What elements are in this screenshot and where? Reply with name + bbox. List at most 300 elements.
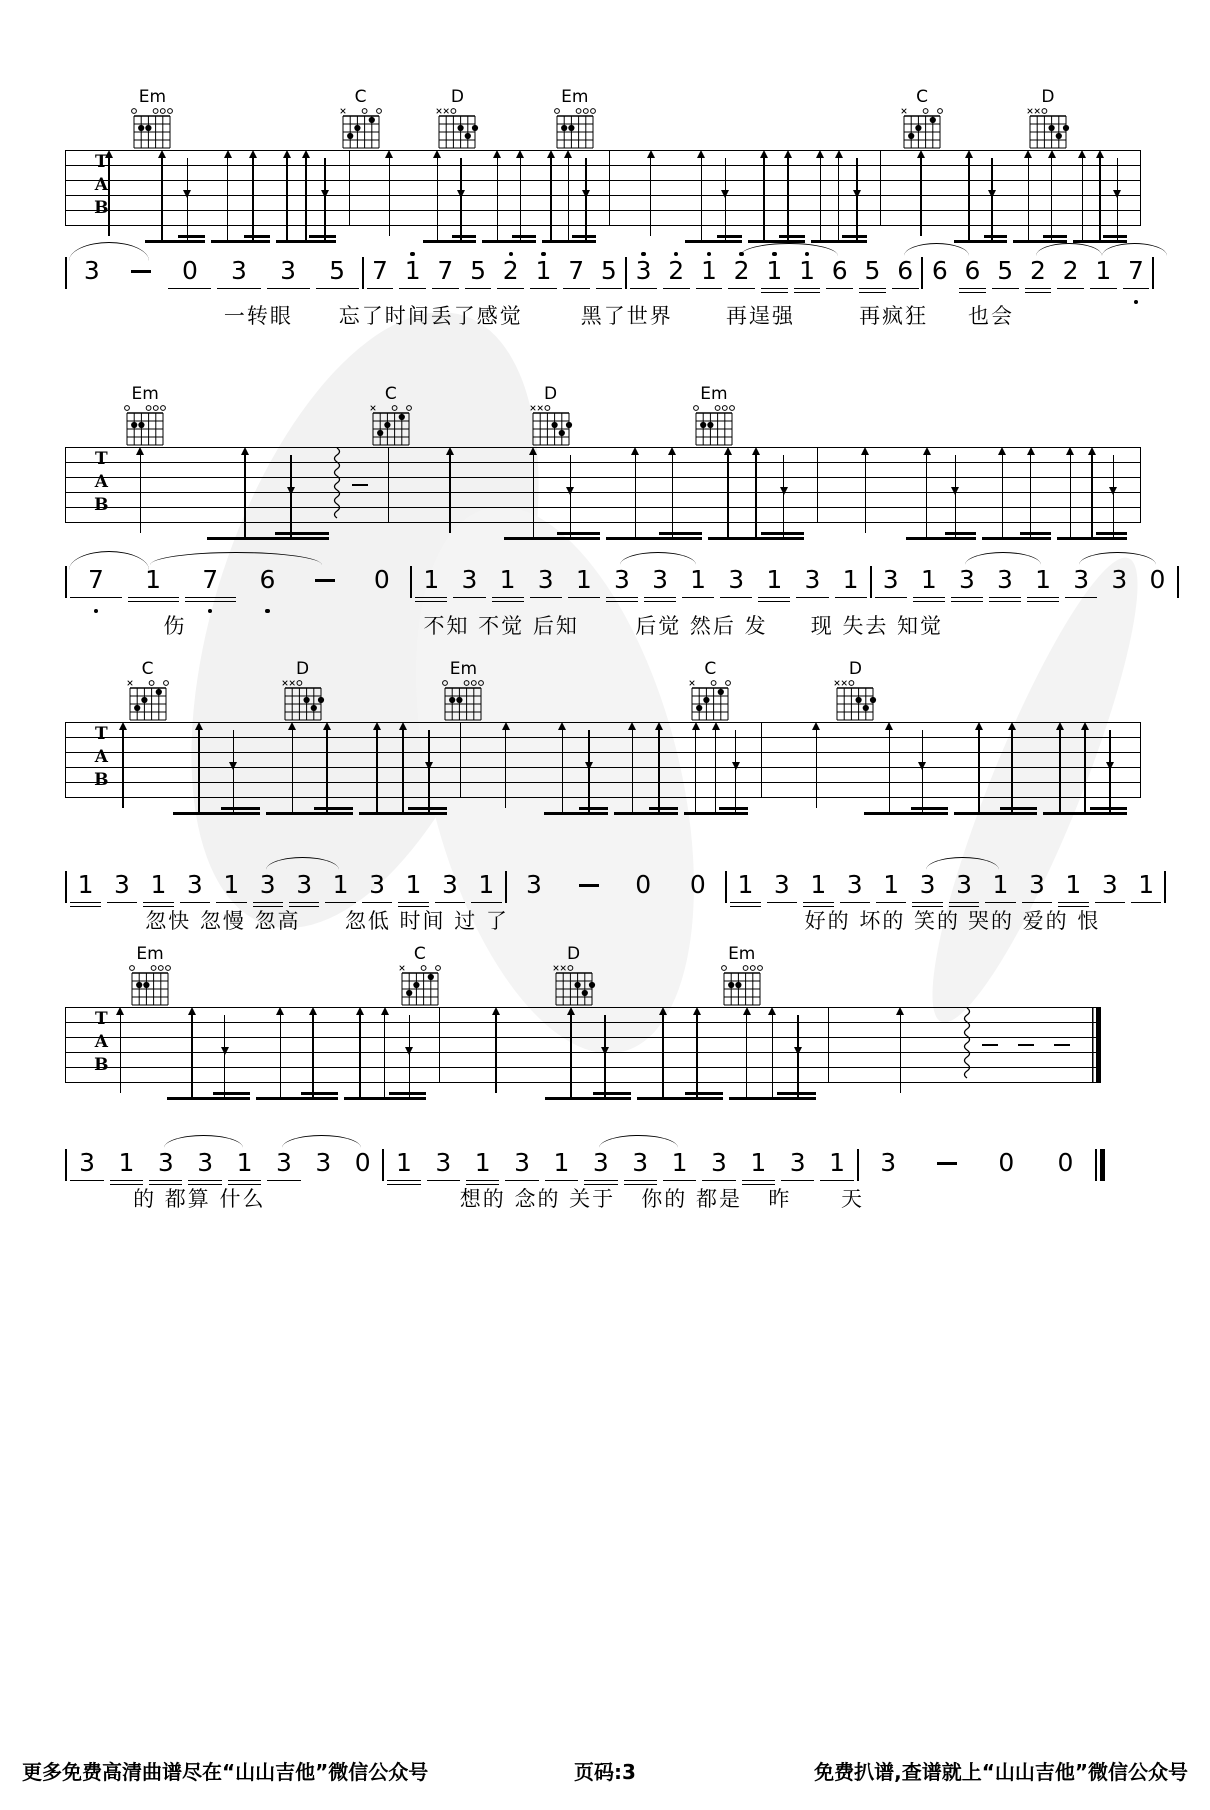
underline-eighth [465, 288, 492, 290]
stroke-stem [662, 1015, 663, 1100]
upstroke-arrow [974, 722, 984, 798]
stroke-group [1054, 447, 1129, 523]
jianpu-number: 3 [846, 870, 863, 899]
underline-eighth [107, 902, 137, 904]
stroke-group [611, 722, 681, 798]
jianpu-number: 3 [773, 870, 790, 899]
underline-eighth [1090, 288, 1117, 290]
strum-measure [66, 1007, 440, 1083]
jianpu-number: 7 [371, 256, 388, 285]
stroke-group [208, 150, 274, 226]
underline-eighth [875, 597, 907, 599]
stroke-arrowhead [229, 762, 237, 770]
jianpu-token [561, 870, 616, 916]
jianpu-token [616, 870, 671, 916]
stroke-arrowhead [558, 722, 566, 730]
underline-eighth [387, 1180, 420, 1182]
downstroke-arrow [404, 1007, 414, 1083]
jianpu-number: 6 [259, 565, 276, 594]
stroke-stem [312, 1015, 313, 1100]
underline-eighth [663, 288, 690, 290]
stroke-stem [783, 455, 784, 540]
chord-Em [716, 945, 768, 1015]
stroke-arrowhead [760, 150, 768, 158]
jianpu-number: 1 [404, 256, 421, 285]
jianpu-number: 1 [700, 256, 717, 285]
jianpu-number: 1 [396, 1148, 412, 1177]
underline-sixteenth [128, 601, 179, 603]
stroke-arrowhead [105, 150, 113, 158]
upstroke-arrow [812, 722, 822, 798]
jianpu-number: 3 [635, 256, 652, 285]
lyric-segment: 伤 [163, 614, 187, 638]
upstroke-arrow [1095, 150, 1105, 226]
jianpu-number: 3 [157, 1148, 174, 1177]
upstroke-arrow [654, 722, 664, 798]
jianpu-number: 1 [799, 256, 815, 285]
tab-letter-A: A [94, 747, 108, 767]
jianpu-token [717, 565, 755, 611]
stroke-arrowhead [405, 1047, 413, 1055]
chord-label: Em [131, 384, 159, 404]
underline-eighth [767, 902, 797, 904]
stroke-stem [604, 1015, 605, 1100]
jianpu-number: 5 [864, 256, 881, 285]
jianpu-token [462, 256, 495, 302]
downstroke-arrow [779, 447, 789, 523]
stroke-arrowhead [794, 1047, 802, 1055]
tab-letter-T: T [95, 449, 108, 469]
jianpu-number: 6 [897, 256, 914, 285]
underline-eighth [1131, 902, 1161, 904]
underline-eighth [584, 1180, 617, 1182]
stroke-stem [191, 1015, 192, 1100]
upstroke-arrow [275, 1007, 285, 1083]
stroke-arrowhead [975, 722, 983, 730]
jianpu-number: 6 [964, 256, 981, 285]
stroke-group [539, 150, 599, 226]
chord-label: D [450, 87, 464, 107]
jianpu-token [67, 870, 103, 916]
jianpu-token [116, 256, 165, 302]
upstroke-arrow [1047, 150, 1057, 226]
stroke-stem [120, 1015, 121, 1093]
jianpu-token [1087, 256, 1120, 302]
jianpu-number: 1 [810, 870, 827, 899]
jianpu-token [527, 565, 565, 611]
chord-C [896, 88, 948, 158]
upstroke-arrow [964, 150, 974, 226]
stroke-stem [968, 158, 969, 243]
stroke-arrowhead [446, 447, 454, 455]
stroke-stem [658, 730, 659, 815]
underline-eighth [1058, 902, 1088, 904]
stroke-group [891, 150, 951, 226]
system-4 [0, 945, 1210, 1215]
underline-eighth [696, 288, 723, 290]
jianpu-token [384, 1148, 423, 1194]
jianpu-token [412, 565, 450, 611]
underline-eighth [596, 288, 623, 290]
jianpu-number: 1 [992, 870, 1009, 899]
stroke-arrowhead [241, 447, 249, 455]
jianpu-token [918, 1148, 977, 1194]
stroke-arrowhead [158, 150, 166, 158]
lyric-segment: 忽低 时间 过 了 [344, 909, 509, 933]
underline-eighth [70, 1180, 103, 1182]
upstroke-arrow [711, 722, 721, 798]
jianpu-token [214, 256, 263, 302]
stroke-arrowhead [601, 1047, 609, 1055]
stroke-stem [520, 158, 521, 243]
lyric-segment: 再疯狂 [859, 304, 929, 328]
tab-staff [65, 1007, 1101, 1083]
stroke-stem [715, 730, 716, 815]
stroke-stem [1082, 158, 1083, 243]
jianpu-number: 3 [231, 256, 247, 285]
jianpu-token [1120, 256, 1153, 302]
strum-measure [350, 150, 610, 226]
stroke-stem [161, 158, 162, 243]
upstroke-arrow [1087, 447, 1097, 523]
stroke-stem [533, 455, 534, 540]
lyric-segment: 黑了世界 [580, 304, 673, 328]
stroke-arrowhead [1056, 722, 1064, 730]
upstroke-arrow [546, 150, 556, 226]
underline-eighth [728, 288, 755, 290]
jianpu-token [527, 256, 560, 302]
underline-eighth [453, 597, 485, 599]
stroke-arrowhead [647, 150, 655, 158]
jianpu-token [1054, 256, 1087, 302]
jianpu-token [1100, 565, 1138, 611]
jianpu-token [264, 256, 313, 302]
jianpu-token [627, 256, 660, 302]
upstroke-arrow [322, 722, 332, 798]
jianpu-number: 1 [1035, 565, 1052, 594]
jianpu-number: 1 [737, 870, 754, 899]
tie-arc [150, 552, 322, 565]
system-1 [0, 88, 1210, 358]
stroke-stem [1099, 158, 1100, 243]
jianpu-number: 3 [525, 870, 542, 899]
upstroke-arrow [115, 1007, 125, 1083]
stroke-stem [286, 158, 287, 243]
stroke-stem [1030, 455, 1031, 540]
jianpu-token [660, 256, 693, 302]
jianpu-number: 3 [956, 870, 972, 899]
jianpu-token [489, 565, 527, 611]
stroke-stem [1109, 730, 1110, 815]
stroke-group [1010, 150, 1070, 226]
stroke-arrowhead [309, 1007, 317, 1015]
jianpu-number: 7 [437, 256, 454, 285]
jianpu-number: 1 [478, 870, 495, 899]
tab-letter-A: A [94, 175, 108, 195]
jianpu-number: 3 [882, 565, 899, 594]
stroke-group [471, 722, 541, 798]
jianpu-token [304, 1148, 343, 1194]
tie-arc [1079, 552, 1155, 565]
stroke-arrowhead [835, 150, 843, 158]
upstroke-arrow [692, 1007, 702, 1083]
underline-eighth [289, 902, 319, 904]
stroke-stem [1113, 455, 1114, 540]
jianpu-measure [67, 565, 410, 611]
chord-Em [126, 88, 178, 158]
underline-eighth [682, 597, 714, 599]
stroke-arrowhead [721, 190, 729, 198]
underline-sixteenth [913, 601, 945, 603]
upstroke-arrow [628, 722, 638, 798]
underline-eighth [644, 597, 676, 599]
jianpu-number: 1 [671, 1148, 688, 1177]
underline-eighth [367, 288, 394, 290]
downstroke-arrow [1112, 150, 1122, 226]
upstroke-arrow [398, 722, 408, 798]
upstroke-arrow [916, 150, 926, 226]
downstroke-arrow [1108, 447, 1118, 523]
stroke-group [360, 150, 420, 226]
underline-eighth [168, 288, 211, 290]
jianpu-token [424, 1148, 463, 1194]
chord-label: D [544, 384, 558, 404]
upstroke-arrow [630, 447, 640, 523]
stroke-arrowhead [668, 447, 676, 455]
stroke-stem [889, 730, 890, 815]
underline-eighth [267, 288, 310, 290]
jianpu-barline [1164, 871, 1166, 903]
stroke-stem [409, 1015, 410, 1100]
upstroke-arrow [223, 150, 233, 226]
upstroke-arrow [288, 722, 298, 798]
underline-eighth [143, 902, 173, 904]
stroke-stem [224, 1015, 225, 1100]
stroke-arrowhead [373, 722, 381, 730]
stroke-stem [305, 158, 306, 243]
upstroke-arrow [301, 150, 311, 226]
stroke-group [903, 447, 978, 523]
footer [0, 1756, 1210, 1785]
jianpu-line-2 [65, 565, 1178, 615]
chord-label: Em [700, 384, 728, 404]
upstroke-arrow [1080, 722, 1090, 798]
stroke-arrowhead [502, 722, 510, 730]
underline-eighth [180, 902, 210, 904]
jianpu-number: 1 [690, 565, 707, 594]
stroke-stem [449, 455, 450, 533]
jianpu-token [671, 870, 726, 916]
stroke-stem [922, 730, 923, 815]
jianpu-token [725, 256, 758, 302]
strum-measure [818, 447, 1141, 523]
stroke-stem [650, 158, 651, 236]
jianpu-token [396, 256, 429, 302]
stroke-stem [978, 730, 979, 815]
stroke-arrowhead [743, 1007, 751, 1015]
stroke-arrowhead [923, 447, 931, 455]
stroke-arrowhead [516, 150, 524, 158]
underline-eighth [253, 902, 283, 904]
chord-grid [525, 403, 577, 451]
chord-grid [431, 106, 483, 154]
jianpu-token [450, 565, 488, 611]
underline-eighth [1027, 597, 1059, 599]
stroke-group [839, 1007, 961, 1083]
tie-arc [266, 857, 339, 870]
stroke-stem [324, 158, 325, 243]
stroke-arrowhead [1106, 762, 1114, 770]
stroke-arrowhead [1088, 447, 1096, 455]
octave-dot-high [758, 251, 791, 256]
upstroke-arrow [445, 447, 455, 523]
downstroke-arrow [918, 722, 928, 798]
jianpu-number: 3 [441, 870, 458, 899]
upstroke-arrow [668, 447, 678, 523]
jianpu-number: 0 [998, 1148, 1015, 1177]
stroke-arrowhead [224, 150, 232, 158]
upstroke-arrow [723, 447, 733, 523]
system-3 [0, 659, 1210, 933]
underline-eighth [492, 597, 524, 599]
underline-eighth [835, 597, 867, 599]
upstroke-arrow [997, 447, 1007, 523]
lyric-segment: 也会 [968, 304, 1014, 328]
upstroke-arrow [282, 150, 292, 226]
stroke-group [772, 722, 861, 798]
jianpu-number: 3 [514, 1148, 531, 1177]
tab-letter-A: A [94, 472, 108, 492]
dot [772, 252, 776, 256]
staff-dash [352, 484, 368, 486]
chord-label: Em [728, 944, 756, 964]
jianpu-token [1022, 256, 1055, 302]
chord-Em [688, 385, 740, 455]
jianpu-line-1 [65, 256, 1154, 306]
jianpu-number: 7 [87, 565, 104, 594]
chord-D [829, 660, 881, 730]
strum-measure [440, 1007, 830, 1083]
arpeggio-squiggle [332, 446, 342, 520]
underline-eighth [859, 288, 886, 290]
chord-Em [119, 385, 171, 455]
downstroke-arrow [950, 447, 960, 523]
tab-letter-T: T [95, 152, 108, 172]
octave-dot-low [1120, 299, 1153, 304]
underline-eighth [1065, 597, 1097, 599]
underline-eighth [497, 288, 524, 290]
jianpu-barline [1152, 257, 1154, 289]
underline-eighth [505, 1180, 538, 1182]
stroke-arrowhead [183, 190, 191, 198]
jianpu-number: 3 [114, 870, 130, 899]
underline-sixteenth [70, 906, 100, 908]
stroke-group [808, 150, 871, 226]
stroke-arrowhead [1078, 150, 1086, 158]
stroke-arrowhead [433, 150, 441, 158]
stroke-arrowhead [116, 1007, 124, 1015]
upstroke-arrow [118, 722, 128, 798]
underline-eighth [325, 902, 355, 904]
chord-label: Em [561, 87, 589, 107]
stroke-arrowhead [853, 190, 861, 198]
stroke-group [170, 722, 263, 798]
underline-sixteenth [794, 292, 821, 294]
octave-dot-high [494, 251, 527, 256]
chord-D [431, 88, 483, 158]
jianpu-number: 1 [332, 870, 349, 899]
underline-sixteenth [989, 601, 1021, 603]
stroke-arrowhead [732, 762, 740, 770]
stroke-stem [727, 455, 728, 540]
stroke-stem [108, 158, 109, 236]
downstroke-arrow [182, 150, 192, 226]
chord-D [277, 660, 329, 730]
stroke-stem [384, 1015, 385, 1100]
stroke-stem [389, 158, 390, 236]
jianpu-number: 1 [575, 565, 592, 594]
jianpu-number: 0 [1057, 1148, 1074, 1177]
strum-measure [66, 150, 350, 226]
stroke-arrowhead [692, 722, 700, 730]
jianpu-number: 1 [150, 870, 167, 899]
stroke-stem [437, 158, 438, 243]
jianpu-number: 1 [750, 1148, 767, 1177]
upstroke-arrow [896, 1007, 906, 1083]
jianpu-final-barline [1095, 1149, 1106, 1181]
upstroke-arrow [104, 150, 114, 226]
chord-label: Em [138, 87, 167, 107]
stroke-stem [955, 455, 956, 540]
jianpu-token [353, 565, 410, 611]
downstroke-arrow [320, 150, 330, 226]
octave-dot-high [396, 251, 429, 256]
stroke-arrowhead [287, 487, 295, 495]
octave-dot-low [67, 608, 124, 613]
jianpu-number: 1 [423, 565, 440, 594]
underline-eighth [840, 902, 870, 904]
stroke-stem [244, 455, 245, 540]
jianpu-token [977, 1148, 1036, 1194]
tie-arc [926, 857, 999, 870]
jianpu-number: 3 [461, 565, 478, 594]
upstroke-arrow [380, 1007, 390, 1083]
jianpu-number: 0 [635, 870, 652, 899]
jianpu-barline [1177, 566, 1179, 598]
stroke-arrowhead [655, 722, 663, 730]
upstroke-arrow [1055, 722, 1065, 798]
jianpu-number: 1 [118, 1148, 135, 1177]
jianpu-number: 3 [369, 870, 385, 899]
stroke-stem [838, 158, 839, 243]
jianpu-number: 1 [223, 870, 240, 899]
stroke-stem [252, 158, 253, 243]
upstroke-arrow [1026, 447, 1036, 523]
stroke-arrowhead [493, 150, 501, 158]
jianpu-token [603, 565, 641, 611]
underline-eighth [432, 288, 459, 290]
jianpu-measure [507, 870, 726, 916]
underline-sixteenth [758, 601, 790, 603]
underline-eighth [985, 902, 1015, 904]
stroke-arrowhead [323, 722, 331, 730]
upstroke-arrow [492, 150, 502, 226]
stroke-stem [763, 158, 764, 243]
jianpu-number: 3 [537, 565, 554, 594]
upstroke-arrow [248, 150, 258, 226]
jianpu-number: 1 [535, 256, 552, 285]
jianpu-token [832, 565, 870, 611]
